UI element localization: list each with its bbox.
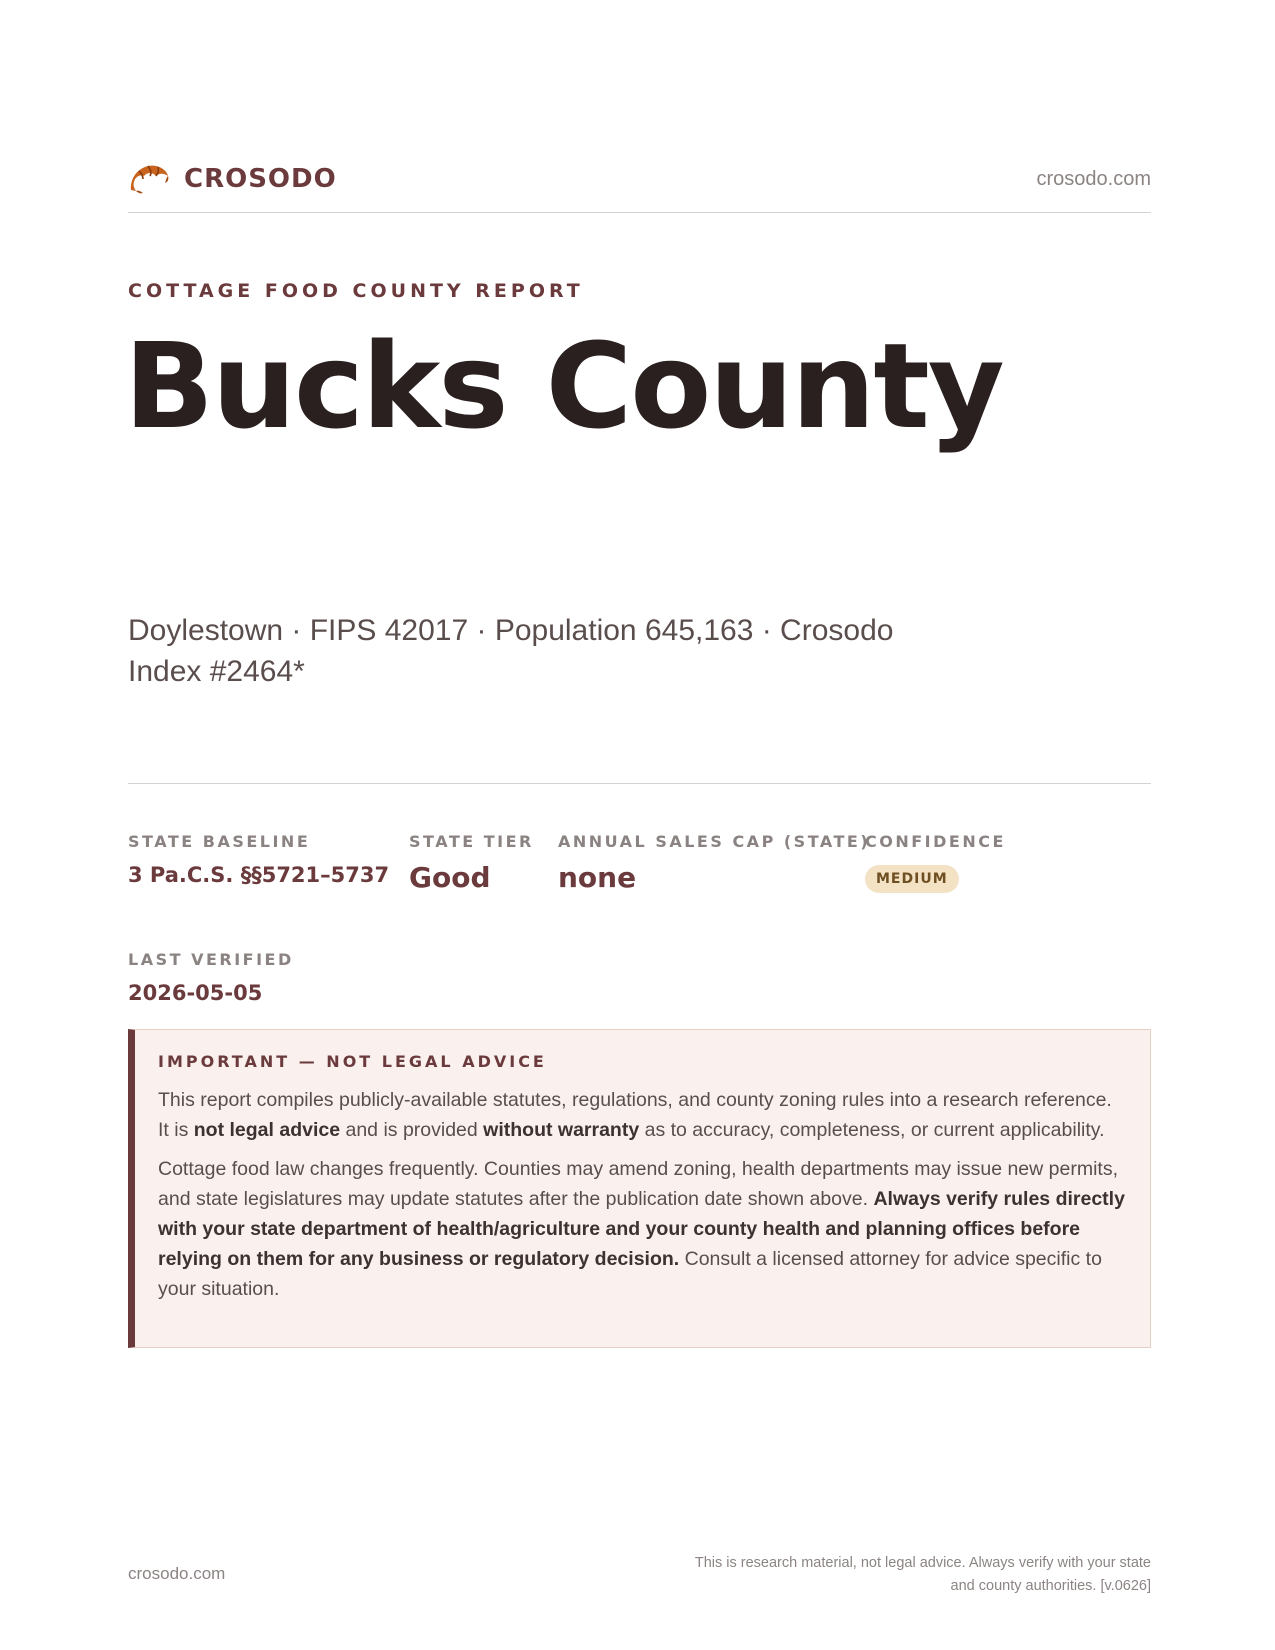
page-header [128, 156, 1151, 213]
footer-disclaimer-line: This is research material, not legal advice. Always verify with your state [694, 1555, 1151, 1571]
stat-state-tier [409, 832, 534, 894]
report-eyebrow: COTTAGE FOOD COUNTY REPORT [128, 280, 584, 302]
stat-value: 3 Pa.C.S. §§5721–5737 [128, 863, 390, 887]
page-title: Bucks County [124, 317, 1003, 455]
notice-emphasis: not legal advice [193, 1119, 341, 1141]
confidence-badge: MEDIUM [865, 865, 959, 893]
stat-state-baseline [128, 832, 389, 887]
notice-heading: IMPORTANT — NOT LEGAL ADVICE [158, 1052, 547, 1071]
brand-name: CROSODO [184, 164, 337, 194]
stat-value: Good [409, 861, 491, 894]
site-url-link[interactable]: crosodo.com [1036, 168, 1151, 190]
stat-confidence [865, 832, 1006, 893]
report-subtitle: Doylestown · FIPS 42017 · Population 645,163 · Crosodo Index #2464* [128, 614, 894, 688]
stat-value: none [558, 861, 637, 894]
stat-label: CONFIDENCE [865, 832, 1006, 851]
notice-text: and is provided [340, 1119, 484, 1141]
legal-notice [128, 1029, 1151, 1348]
notice-emphasis: without warranty [483, 1119, 640, 1141]
stat-label: LAST VERIFIED [128, 950, 294, 969]
section-divider [128, 783, 1151, 784]
notice-emphasis: Always verify rules directly with your state department of health/agriculture and your county health and planning offices before relying on them for any business or regulatory decision. [158, 1188, 1125, 1270]
brand[interactable] [128, 160, 337, 198]
stat-label: STATE TIER [409, 832, 534, 851]
report-page [124, 0, 1151, 1650]
notice-text: as to accuracy, completeness, or current applicability. [639, 1119, 1105, 1141]
footer-disclaimer [631, 1552, 1151, 1598]
footer-site-url[interactable]: crosodo.com [128, 1564, 226, 1583]
stat-value: 2026-05-05 [128, 981, 263, 1005]
stat-last-verified [128, 950, 294, 1005]
notice-paragraph-1 [158, 1085, 1126, 1145]
notice-text: Consult a licensed attorney for advice specific to your situation. [158, 1248, 1102, 1300]
croissant-icon [128, 160, 170, 198]
stat-sales-cap [558, 832, 870, 894]
stat-label: ANNUAL SALES CAP (STATE) [558, 832, 871, 851]
notice-paragraph-2 [158, 1154, 1126, 1304]
notice-text: This report compiles publicly-available statutes, regulations, and county zoning rules into a research reference. It is [158, 1089, 1112, 1141]
footer-disclaimer-line: and county authorities. [v.0626] [950, 1578, 1151, 1594]
stat-label: STATE BASELINE [128, 832, 311, 851]
notice-text: Cottage food law changes frequently. Counties may amend zoning, health departments may issue new permits, and state legislatures may update statutes after the publication date shown above. [158, 1158, 1118, 1210]
